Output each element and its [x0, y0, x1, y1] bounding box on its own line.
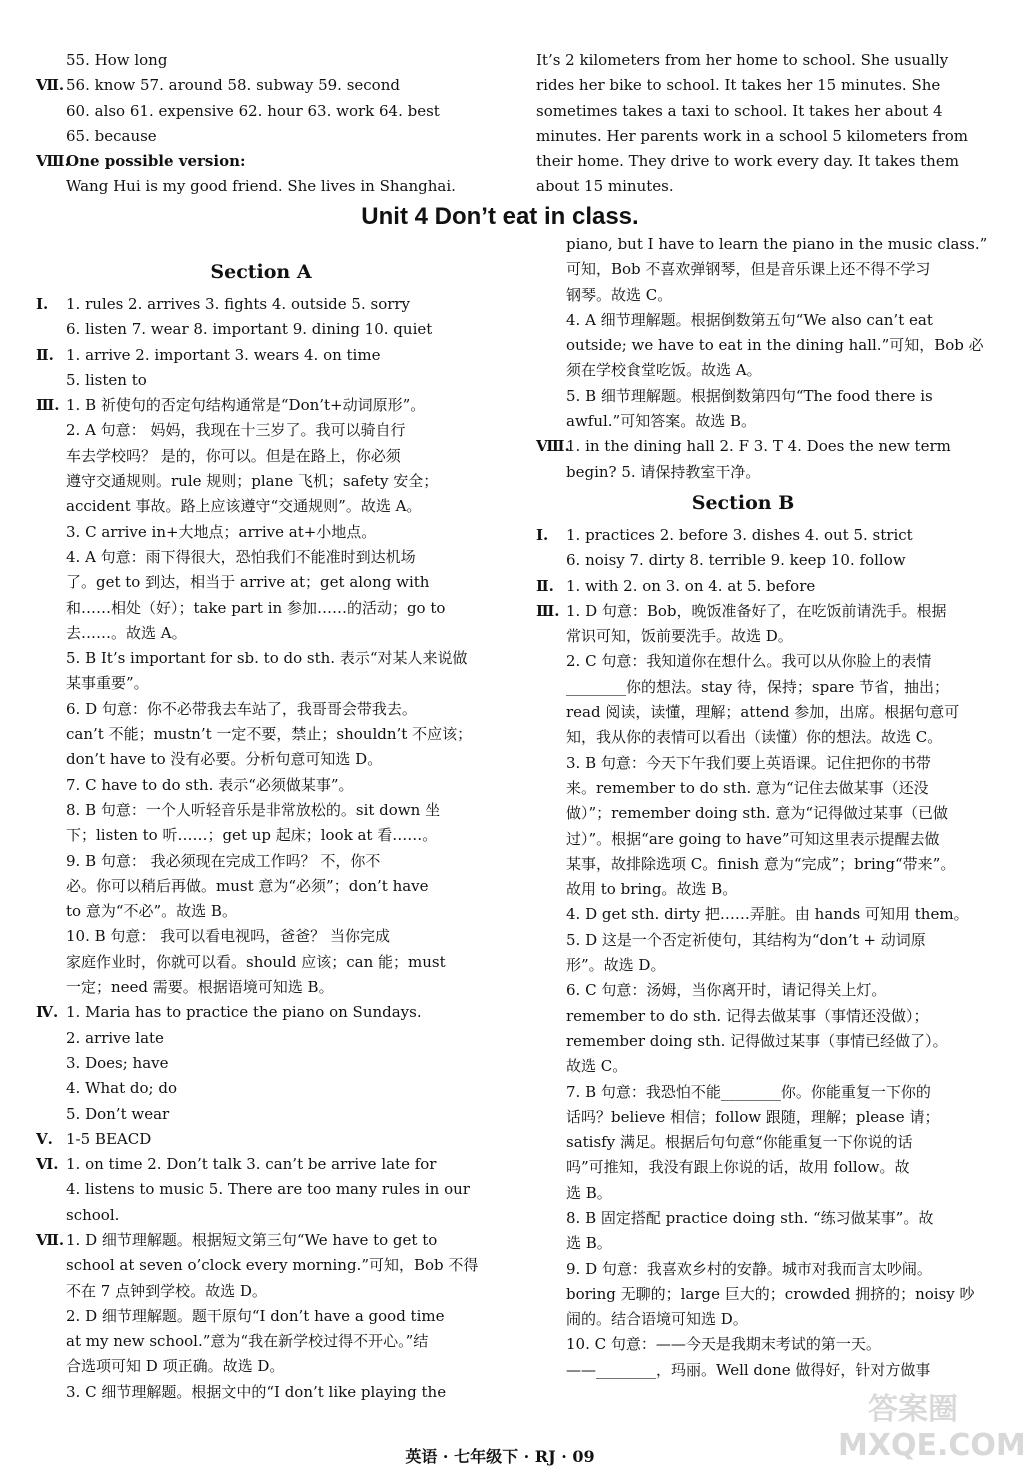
answer-text: 2. A 句意： 妈妈，我现在十三岁了。我可以骑自行	[66, 421, 406, 440]
answer-line	[536, 1155, 950, 1180]
roman-numeral: Ⅳ.	[36, 1003, 59, 1022]
right-answer-lines	[536, 232, 988, 485]
roman-numeral: Ⅵ.	[36, 1155, 59, 1174]
answer-text: 56. know 57. around 58. subway 59. second	[66, 76, 400, 95]
answer-line	[536, 902, 969, 927]
answer-line	[36, 1253, 486, 1278]
answer-text: 8. B 句意：一个人听轻音乐是非常放松的。sit down 坐	[66, 800, 441, 819]
answer-text: 9. B 句意： 我必须现在完成工作吗？ 不，你不	[66, 851, 381, 870]
answer-text: 不在 7 点钟到学校。故选 D。	[66, 1281, 267, 1300]
answer-text: 一定；need 需要。根据语境可知选 B。	[66, 978, 334, 997]
left-column	[36, 254, 486, 1405]
answer-text: 9. D 句意：我喜欢乡村的安静。城市对我而言太吵闹。	[566, 1259, 932, 1278]
answer-line	[36, 393, 486, 418]
answer-line	[536, 624, 950, 649]
answer-line	[536, 1105, 950, 1130]
answer-text: 6. D 句意：你不必带我去车站了，我哥哥会带我去。	[66, 699, 417, 718]
answer-text: 2. D 细节理解题。题干原句“I don’t have a good time	[66, 1306, 445, 1325]
answer-line	[36, 99, 486, 124]
answer-line: their home. They drive to work every day. It takes them	[536, 152, 959, 171]
answer-line	[536, 928, 950, 953]
answer-line	[536, 827, 950, 852]
answer-line: minutes. Her parents work in a school 5 kilometers from	[536, 126, 968, 145]
answer-line: rides her bike to school. It takes her 15 minutes. She	[536, 76, 941, 95]
answer-text: remember to do sth. 记得去做某事（事情还没做）；	[566, 1006, 929, 1025]
answer-text: 10. C 句意：——今天是我期末考试的第一天。	[566, 1335, 881, 1354]
answer-line	[36, 646, 486, 671]
answer-text: 可知，Bob 不喜欢弹钢琴，但是音乐课上还不得不学习	[566, 260, 931, 279]
answer-line	[536, 409, 950, 434]
answer-text: 65. because	[66, 126, 157, 145]
answer-line	[36, 671, 486, 696]
answer-text: ________你的想法。stay 待，保持；spare 节省，抽出；	[566, 677, 949, 696]
answer-line	[36, 520, 486, 545]
answer-line: about 15 minutes.	[536, 177, 674, 196]
answer-text: 8. B 固定搭配 practice doing sth. “练习做某事”。故	[566, 1208, 934, 1227]
answer-text: 4. listens to music 5. There are too many rules in our	[66, 1180, 470, 1199]
answer-text: 1. Maria has to practice the piano on Sundays.	[66, 1003, 422, 1022]
answer-text: 了。get to 到达，相当于 arrive at；get along with	[66, 573, 430, 592]
answer-text: 和……相处（好）；take part in 参加……的活动；go to	[66, 598, 446, 617]
answer-line	[36, 73, 486, 98]
answer-line	[536, 801, 950, 826]
answer-line	[536, 1282, 975, 1307]
section-b-heading: Section B	[691, 491, 795, 514]
answer-line	[36, 368, 486, 393]
answer-line	[536, 1130, 950, 1155]
answer-text: 遵守交通规则。rule 规则；plane 飞机；safety 安全；	[66, 472, 439, 491]
answer-line	[536, 1080, 950, 1105]
answer-text: 5. D 这是一个否定祈使句，其结构为“don’t + 动词原	[566, 930, 926, 949]
answer-text: 1. B 祈使句的否定句结构通常是“Don’t+动词原形”。	[66, 396, 426, 415]
answer-text: 某事重要”。	[66, 674, 149, 693]
answer-text: accident 事故。路上应该遵守“交通规则”。故选 A。	[66, 497, 422, 516]
answer-text: 必。你可以稍后再做。must 意为“必须”；don’t have	[66, 876, 429, 895]
answer-line	[536, 384, 950, 409]
answer-line	[36, 1279, 486, 1304]
roman-numeral: Ⅴ.	[36, 1129, 53, 1148]
answer-text: 1. on time 2. Don’t talk 3. can’t be arrive late for	[66, 1155, 437, 1174]
answer-text: 1. D 句意：Bob，晚饭准备好了，在吃饭前请洗手。根据	[566, 601, 947, 620]
answer-line	[536, 257, 950, 282]
roman-numeral: Ⅷ.	[36, 152, 70, 171]
answer-text: 6. C 句意：汤姆，当你离开时，请记得关上灯。	[566, 981, 887, 1000]
answer-text: 2. C 句意：我知道你在想什么。我可以从你脸上的表情	[566, 652, 932, 671]
answer-line	[36, 1354, 486, 1379]
answer-text: 闹的。结合语境可知选 D。	[566, 1310, 748, 1329]
answer-text: 车去学校吗？ 是的，你可以。但是在路上，你必须	[66, 446, 401, 465]
roman-numeral: Ⅱ.	[36, 345, 54, 364]
answer-text: to 意为“不必”。故选 B。	[66, 902, 237, 921]
answer-text: 6. noisy 7. dirty 8. terrible 9. keep 10. follow	[566, 551, 906, 570]
roman-numeral: Ⅰ.	[536, 525, 549, 544]
right-column	[536, 232, 988, 1383]
answer-line	[36, 545, 486, 570]
answer-line	[536, 751, 950, 776]
roman-numeral: Ⅱ.	[536, 576, 554, 595]
answer-line	[36, 124, 486, 149]
answer-text: 5. listen to	[66, 370, 147, 389]
answer-line	[36, 1026, 486, 1051]
answer-line	[36, 1051, 486, 1076]
answer-text: outside; we have to eat in the dining hall.”可知，Bob 必	[566, 336, 984, 355]
answer-text: ——________，玛丽。Well done 做得好，针对方做事	[566, 1360, 931, 1379]
answer-text: 知，我从你的表情可以看出（读懂）你的想法。故选 C。	[566, 728, 943, 747]
answer-line	[536, 978, 950, 1003]
answer-text: 5. Don’t wear	[66, 1104, 170, 1123]
answer-line	[536, 953, 950, 978]
answer-line	[36, 924, 486, 949]
answer-line	[36, 874, 486, 899]
answer-line	[36, 697, 486, 722]
answer-line	[536, 1054, 950, 1079]
answer-line	[36, 1102, 486, 1127]
answer-text: boring 无聊的；large 巨大的；crowded 拥挤的；noisy 吵	[566, 1284, 975, 1303]
answer-text: 55. How long	[66, 51, 168, 69]
answer-line	[536, 1358, 950, 1383]
roman-numeral: Ⅷ.	[536, 437, 570, 456]
answer-line: sometimes takes a taxi to school. It takes her about 4	[536, 101, 943, 120]
answer-line	[536, 1307, 950, 1332]
answer-line	[536, 1181, 950, 1206]
answer-text: 3. C 细节理解题。根据文中的“I don’t like playing the	[66, 1382, 447, 1401]
answer-line	[536, 333, 984, 358]
answer-text: 故选 C。	[566, 1057, 628, 1076]
answer-line	[536, 776, 950, 801]
answer-line	[36, 1380, 486, 1405]
answer-line	[536, 460, 950, 485]
answer-line	[536, 700, 960, 725]
answer-line	[536, 1206, 950, 1231]
answer-line	[36, 469, 486, 494]
answer-text: 4. What do; do	[66, 1079, 177, 1098]
answer-text: 4. A 句意：雨下得很大，恐怕我们不能准时到达机场	[66, 547, 416, 566]
section-a-heading: Section A	[210, 261, 312, 283]
answer-line	[36, 798, 486, 823]
answer-line	[536, 574, 950, 599]
answer-text: 常识可知，饭前要洗手。故选 D。	[566, 627, 793, 646]
answer-text: 5. B It’s important for sb. to do sth. 表示“对某人来说做	[66, 649, 468, 668]
roman-numeral: Ⅶ.	[36, 76, 65, 95]
answer-line	[36, 48, 486, 73]
answer-line	[536, 1257, 950, 1282]
answer-line	[36, 823, 486, 848]
answer-line	[36, 1177, 486, 1202]
answer-text: 故用 to bring。故选 B。	[566, 880, 738, 899]
answer-text: remember doing sth. 记得做过某事（事情已经做了）。	[566, 1031, 948, 1050]
answer-text: 3. B 句意：今天下午我们要上英语课。记住把你的书带	[566, 753, 931, 772]
answer-line	[536, 434, 950, 459]
answer-line	[36, 1152, 486, 1177]
answer-text: can’t 不能；mustn’t 一定不要，禁止；shouldn’t 不应该；	[66, 725, 473, 744]
answer-line	[36, 747, 486, 772]
answer-text: 1. practices 2. before 3. dishes 4. out 5. strict	[566, 525, 913, 544]
answer-text: 1. rules 2. arrives 3. fights 4. outside 5. sorry	[66, 295, 411, 313]
page-footer: 英语 · 七年级下 · RJ · 09	[405, 1447, 595, 1466]
answer-line	[36, 292, 486, 317]
answer-text: 选 B。	[566, 1234, 612, 1253]
answer-line	[36, 849, 486, 874]
answer-text: 4. D get sth. dirty 把……弄脏。由 hands 可知用 them。	[566, 905, 969, 924]
answer-line	[36, 975, 486, 1000]
answer-text: 选 B。	[566, 1183, 612, 1202]
answer-line	[536, 877, 950, 902]
answer-line	[36, 174, 486, 199]
answer-text: 去……。故选 A。	[66, 623, 187, 642]
answer-text: 60. also 61. expensive 62. hour 63. work 64. best	[66, 101, 440, 120]
answer-line	[36, 1076, 486, 1101]
answer-text: 合选项可知 D 项正确。故选 D。	[66, 1357, 285, 1376]
answer-text: 话吗？believe 相信；follow 跟随，理解；please 请；	[566, 1107, 940, 1126]
answer-text: 吗”可推知，我没有跟上你说的话，故用 follow。故	[566, 1158, 910, 1177]
answer-line: It’s 2 kilometers from her home to school. She usually	[536, 51, 949, 69]
answer-text: piano, but I have to learn the piano in the music class.”	[566, 235, 988, 253]
answer-line	[36, 950, 486, 975]
answer-text: 1. with 2. on 3. on 4. at 5. before	[566, 576, 816, 595]
answer-text: don’t have to 没有必要。分析句意可知选 D。	[66, 750, 383, 769]
answer-line	[536, 308, 950, 333]
answer-line	[36, 1000, 486, 1025]
answer-text: awful.”可知答案。故选 B。	[566, 412, 757, 431]
answer-text: 3. Does; have	[66, 1053, 169, 1072]
answer-line	[536, 283, 950, 308]
answer-text: at my new school.”意为“我在新学校过得不开心。”结	[66, 1332, 429, 1351]
answer-text: 下；listen to 听……；get up 起床；look at 看……。	[66, 826, 438, 845]
answer-line	[536, 1332, 950, 1357]
answer-text: 7. C have to do sth. 表示“必须做某事”。	[66, 775, 354, 794]
answer-text: 1. D 细节理解题。根据短文第三句“We have to get to	[66, 1230, 438, 1249]
answer-text: 过）”。根据“are going to have”可知这里表示提醒去做	[566, 829, 940, 848]
answer-text: 1. arrive 2. important 3. wears 4. on time	[66, 345, 381, 364]
answer-text: begin? 5. 请保持教室干净。	[566, 462, 761, 481]
unit-title: Unit 4 Don’t eat in class.	[361, 203, 639, 230]
answer-line	[36, 1304, 486, 1329]
answer-line	[36, 596, 486, 621]
right-section-b-lines	[536, 523, 975, 1383]
answer-text: 做）”；remember doing sth. 意为“记得做过某事（已做	[566, 804, 949, 823]
roman-numeral: Ⅶ.	[36, 1230, 65, 1249]
answer-line	[536, 548, 950, 573]
answer-line	[36, 1228, 486, 1253]
answer-line	[536, 675, 950, 700]
answer-text: 3. C arrive in+大地点；arrive at+小地点。	[66, 522, 377, 541]
answer-line	[36, 899, 486, 924]
answer-text: school.	[66, 1205, 120, 1224]
answer-line	[36, 1127, 486, 1152]
answer-text: 6. listen 7. wear 8. important 9. dining 10. quiet	[66, 320, 433, 339]
answer-line	[36, 773, 486, 798]
answer-line	[36, 418, 486, 443]
answer-line	[36, 444, 486, 469]
answer-text: 来。remember to do sth. 意为“记住去做某事（还没	[566, 778, 929, 797]
answer-text: satisfy 满足。根据后句句意“你能重复一下你说的话	[566, 1133, 913, 1152]
answer-text: 7. B 句意：我恐怕不能________你。你能重复一下你的	[566, 1082, 931, 1101]
watermark-logo: 答案圈 MXQE.COM	[838, 1392, 1026, 1463]
answer-line	[536, 1231, 950, 1256]
answer-line	[536, 852, 956, 877]
answer-line	[36, 494, 486, 519]
answer-text: school at seven o’clock every morning.”可知，Bob 不得	[66, 1256, 479, 1275]
answer-line	[536, 649, 950, 674]
answer-text: 5. B 细节理解题。根据倒数第四句“The food there is	[566, 386, 933, 405]
answer-line	[536, 523, 950, 548]
answer-line	[536, 1004, 950, 1029]
answer-line	[536, 232, 988, 257]
answer-line	[536, 358, 950, 383]
roman-numeral: Ⅰ.	[36, 295, 49, 313]
answer-text: One possible version:	[66, 152, 246, 171]
roman-numeral: Ⅲ.	[536, 601, 560, 620]
answer-line	[36, 1329, 486, 1354]
answer-text: 4. A 细节理解题。根据倒数第五句“We also can’t eat	[566, 310, 933, 329]
answer-text: Wang Hui is my good friend. She lives in Shanghai.	[66, 177, 456, 196]
answer-text: 钢琴。故选 C。	[566, 285, 673, 304]
answer-text: 形”。故选 D。	[566, 956, 666, 975]
top-left-column	[36, 48, 486, 200]
answer-line	[36, 570, 486, 595]
answer-text: 1. in the dining hall 2. F 3. T 4. Does the new term	[566, 437, 951, 456]
answer-line	[36, 343, 486, 368]
answer-line	[36, 149, 486, 174]
answer-text: 1-5 BEACD	[66, 1129, 152, 1148]
answer-text: 2. arrive late	[66, 1028, 164, 1047]
answer-text: 10. B 句意： 我可以看电视吗，爸爸？ 当你完成	[66, 927, 390, 946]
answer-line	[36, 1203, 486, 1228]
answer-line	[536, 725, 950, 750]
answer-line	[536, 1029, 950, 1054]
left-answer-lines	[36, 292, 486, 1405]
roman-numeral: Ⅲ.	[36, 396, 60, 415]
answer-line	[36, 317, 486, 342]
answer-text: 家庭作业时，你就可以看。should 应该；can 能；must	[66, 952, 446, 971]
answer-line	[536, 599, 950, 624]
answer-line	[36, 621, 486, 646]
answer-line	[36, 722, 486, 747]
answer-text: 须在学校食堂吃饭。故选 A。	[566, 361, 762, 380]
top-right-column	[536, 48, 968, 200]
answer-text: read 阅读，读懂，理解；attend 参加，出席。根据句意可	[566, 703, 960, 722]
answer-text: 某事，故排除选项 C。finish 意为“完成”；bring“带来”。	[566, 854, 956, 873]
